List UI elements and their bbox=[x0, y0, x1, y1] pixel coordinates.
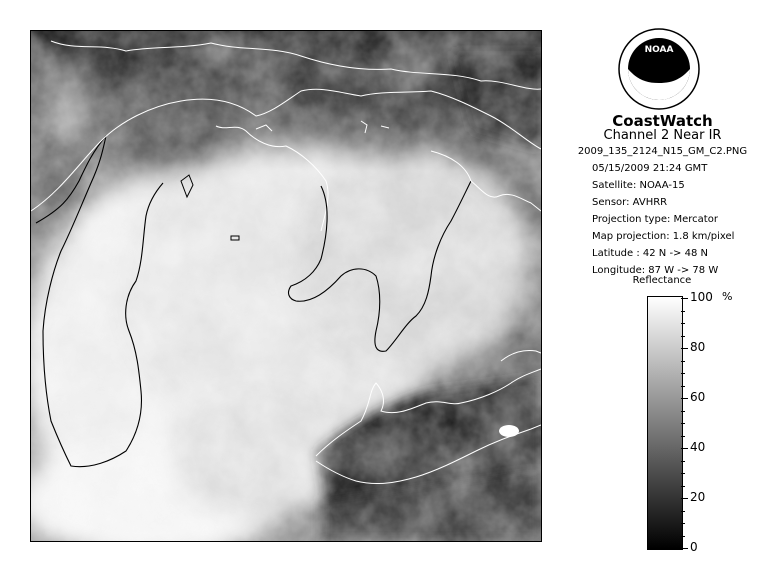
colorbar-minor-tick bbox=[681, 423, 685, 424]
colorbar-minor-tick bbox=[681, 336, 685, 337]
colorbar-minor-tick bbox=[681, 511, 685, 512]
colorbar-minor-tick bbox=[681, 473, 685, 474]
colorbar-title: Reflectance bbox=[632, 275, 692, 286]
longitude-range: Longitude: 87 W -> 78 W bbox=[592, 265, 719, 276]
colorbar-tick-mark bbox=[681, 298, 688, 299]
colorbar-minor-tick bbox=[681, 361, 685, 362]
noaa-logo bbox=[618, 28, 700, 110]
colorbar-minor-tick bbox=[681, 373, 685, 374]
fine-texture bbox=[31, 31, 541, 541]
latitude-range: Latitude : 42 N -> 48 N bbox=[592, 248, 708, 259]
channel-name: Channel 2 Near IR bbox=[603, 128, 722, 143]
bright-patch bbox=[499, 425, 519, 437]
image-filename: 2009_135_2124_N15_GM_C2.PNG bbox=[577, 146, 748, 157]
colorbar-tick-label: 60 bbox=[690, 390, 706, 404]
image-datetime: 05/15/2009 21:24 GMT bbox=[592, 163, 708, 174]
satellite-name: Satellite: NOAA-15 bbox=[592, 180, 685, 191]
colorbar-unit: % bbox=[722, 290, 733, 303]
colorbar-tick-mark bbox=[681, 398, 688, 399]
logo-center-text: NOAA bbox=[644, 45, 674, 55]
colorbar-minor-tick bbox=[681, 311, 685, 312]
colorbar-minor-tick bbox=[681, 323, 685, 324]
colorbar-tick-label: 0 bbox=[690, 540, 698, 554]
colorbar-tick-mark bbox=[681, 548, 688, 549]
colorbar-tick-label: 80 bbox=[690, 340, 706, 354]
colorbar-tick-label: 20 bbox=[690, 490, 706, 504]
satellite-imagery-svg bbox=[31, 31, 541, 541]
map-projection: Map projection: 1.8 km/pixel bbox=[592, 231, 735, 242]
colorbar-minor-tick bbox=[681, 486, 685, 487]
reflectance-colorbar bbox=[647, 296, 683, 550]
product-title: CoastWatch bbox=[612, 112, 713, 130]
colorbar-minor-tick bbox=[681, 523, 685, 524]
satellite-map bbox=[30, 30, 542, 542]
colorbar-tick-label: 100 bbox=[690, 290, 713, 304]
colorbar-tick-mark bbox=[681, 498, 688, 499]
sensor-name: Sensor: AVHRR bbox=[592, 197, 668, 208]
colorbar-minor-tick bbox=[681, 536, 685, 537]
colorbar-minor-tick bbox=[681, 461, 685, 462]
colorbar-minor-tick bbox=[681, 411, 685, 412]
projection-type: Projection type: Mercator bbox=[592, 214, 718, 225]
colorbar-tick-label: 40 bbox=[690, 440, 706, 454]
colorbar-minor-tick bbox=[681, 386, 685, 387]
colorbar-tick-mark bbox=[681, 348, 688, 349]
colorbar-tick-mark bbox=[681, 448, 688, 449]
colorbar-minor-tick bbox=[681, 436, 685, 437]
